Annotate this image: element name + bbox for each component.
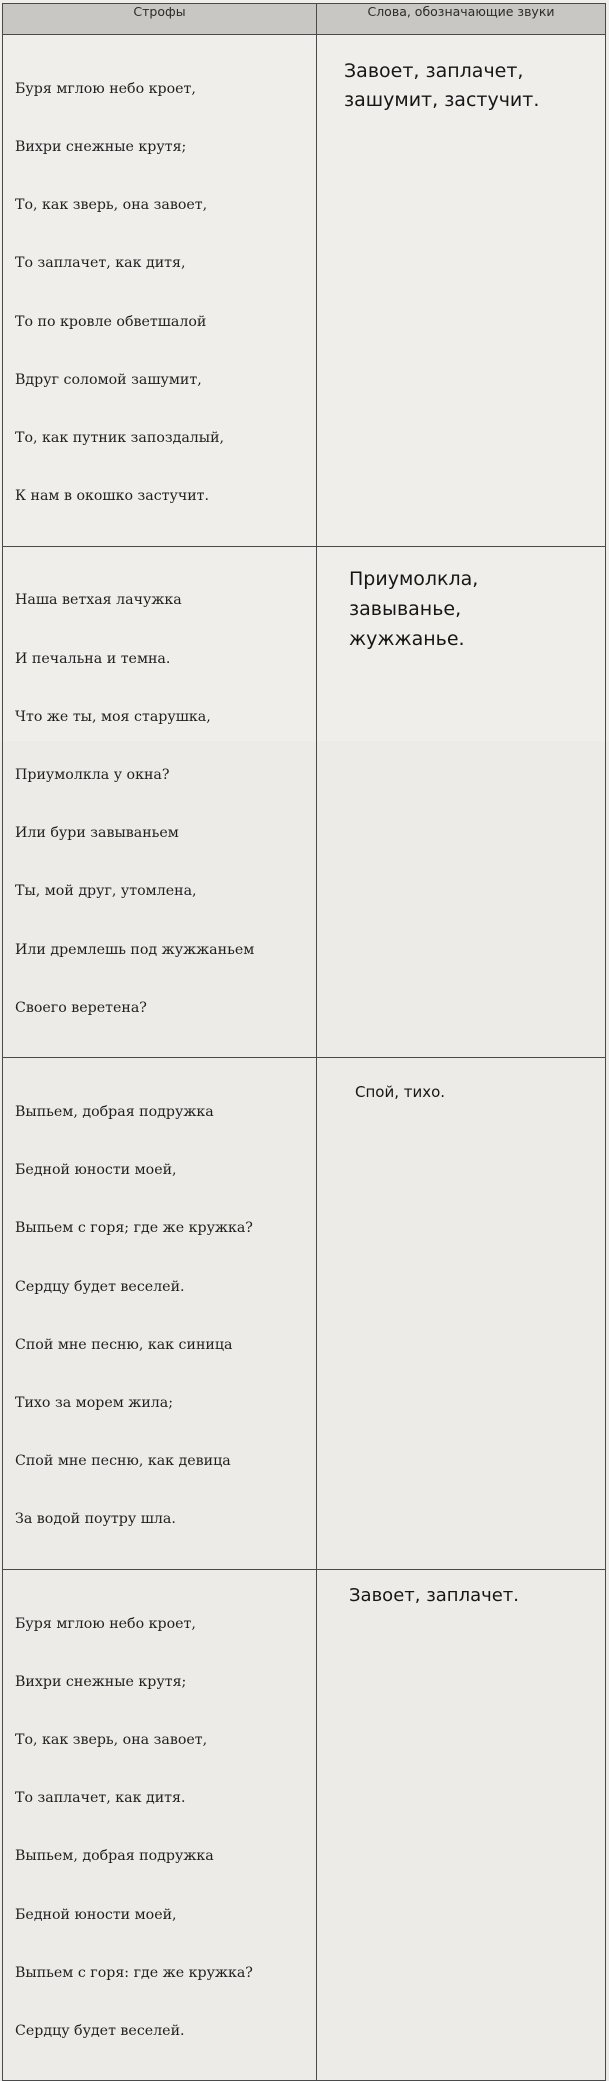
verse-line: Вихри снежные крутя; <box>15 1673 187 1690</box>
verse-line: Что же ты, моя старушка, <box>15 708 211 725</box>
verse-line: То, как зверь, она завоет, <box>15 1731 208 1748</box>
stanza-cell <box>3 35 317 547</box>
answer-cell <box>317 546 606 1058</box>
verse-line: Или бури завываньем <box>15 825 179 842</box>
verse-line: Спой мне песню, как девица <box>15 1453 231 1470</box>
verse-line: Приумолкла у окна? <box>15 767 170 784</box>
stanza-text <box>3 1570 316 2081</box>
sound-words-answer: Спой, тихо. <box>355 1083 446 1102</box>
table-row <box>3 1058 606 1570</box>
answer-cell <box>317 35 606 547</box>
stanza-cell <box>3 546 317 1058</box>
verse-line: То, как зверь, она завоет, <box>15 197 208 214</box>
verse-line: Ты, мой друг, утомлена, <box>15 883 197 900</box>
table-row <box>3 546 606 1058</box>
stanza-cell <box>3 1569 317 2081</box>
verse-line: Выпьем с горя: где же кружка? <box>15 1964 253 1981</box>
verse-line: Выпьем, добрая подружка <box>15 1103 214 1120</box>
verse-line: Спой мне песню, как синица <box>15 1336 233 1353</box>
verse-line: То по кровле обветшалой <box>15 313 207 330</box>
verse-line: Вихри снежные крутя; <box>15 139 187 156</box>
sound-words-answer: Приумолкла, завыванье, жужжанье. <box>349 567 479 650</box>
stanza-text <box>3 35 316 546</box>
table-row <box>3 1569 606 2081</box>
sound-words-answer: Завоет, заплачет. <box>349 1584 520 1606</box>
verse-line: И печальна и темна. <box>15 650 171 667</box>
verse-line: Тихо за морем жила; <box>15 1395 174 1412</box>
header-stanzas: Строфы <box>3 4 317 35</box>
verse-line: Сердцу будет веселей. <box>15 1278 185 1295</box>
verse-line: Вдруг соломой зашумит, <box>15 371 202 388</box>
verse-line: То заплачет, как дитя. <box>15 1790 186 1807</box>
answer-cell <box>317 1569 606 2081</box>
stanza-text <box>3 547 316 1058</box>
stanza-cell <box>3 1058 317 1570</box>
verse-line: Буря мглою небо кроет, <box>15 80 196 97</box>
verse-line: К нам в окошко застучит. <box>15 488 210 505</box>
verse-line: То заплачет, как дитя, <box>15 255 186 272</box>
verse-line: То, как путник запоздалый, <box>15 430 225 447</box>
verse-line: Бедной юности моей, <box>15 1162 177 1179</box>
stanza-text <box>3 1058 316 1569</box>
header-sound-words: Слова, обозначающие звуки <box>317 4 606 35</box>
verse-line: Буря мглою небо кроет, <box>15 1615 196 1632</box>
sound-words-answer: Завоет, заплачет, зашумит, застучит. <box>344 60 540 111</box>
verse-line: Сердцу будет веселей. <box>15 2023 185 2040</box>
verse-line: Выпьем, добрая подружка <box>15 1848 214 1865</box>
verse-line: За водой поутру шла. <box>15 1511 176 1528</box>
table-header-row <box>3 4 606 35</box>
verse-line: Наша ветхая лачужка <box>15 592 182 609</box>
verse-line: Выпьем с горя; где же кружка? <box>15 1220 253 1237</box>
verse-line: Своего веретена? <box>15 999 147 1016</box>
answer-cell <box>317 1058 606 1570</box>
table-row <box>3 35 606 547</box>
verse-line: Бедной юности моей, <box>15 1906 177 1923</box>
verse-line: Или дремлешь под жужжаньем <box>15 941 255 958</box>
stanza-sounds-table <box>2 3 606 2081</box>
